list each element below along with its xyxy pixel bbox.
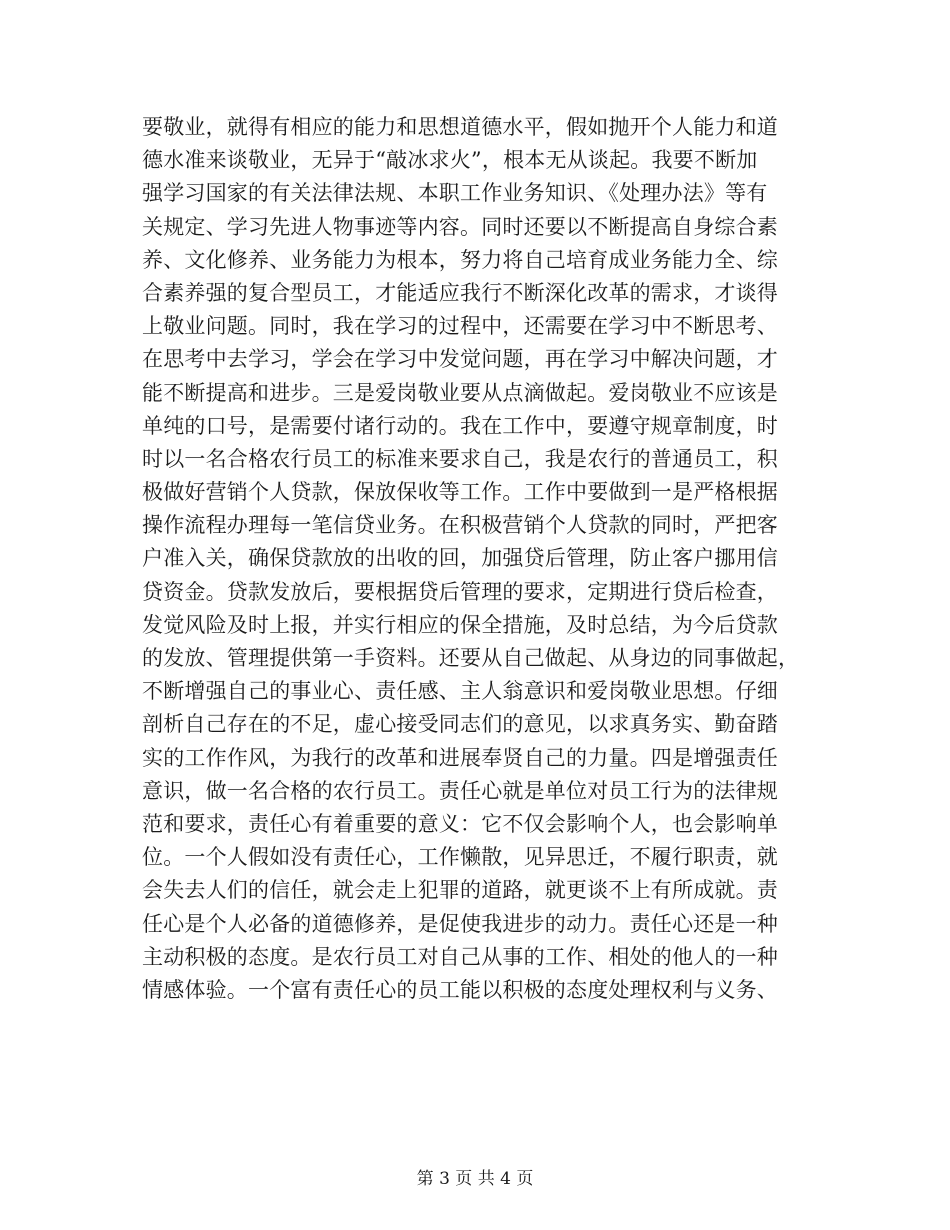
text-line-27: 情感体验。一个富有责任心的员工能以积极的态度处理权利与义务、 [142,977,778,1002]
text-line-8: 在思考中去学习，学会在学习中发觉问题，再在学习中解决问题，才 [142,347,778,372]
text-line-19: 剖析自己存在的不足，虚心接受同志们的意见，以求真务实、勤奋踏 [142,712,778,737]
text-line-18: 不断增强自己的事业心、责任感、主人翁意识和爱岗敬业思想。仔细 [142,679,778,704]
text-line-12: 极做好营销个人贷款，保放保收等工作。工作中要做到一是严格根据 [142,480,778,505]
text-line-16: 发觉风险及时上报，并实行相应的保全措施，及时总结，为今后贷款 [142,612,778,637]
text-line-3: 强学习国家的有关法律法规、本职工作业务知识、《处理办法》等有 [142,181,768,206]
text-line-21: 意识，做一名合格的农行员工。责任心就是单位对员工行为的法律规 [142,778,778,803]
text-line-20: 实的工作作风，为我行的改革和进展奉贤自己的力量。四是增强责任 [142,745,778,770]
text-line-17: 的发放、管理提供第一手资料。还要从自己做起、从身边的同事做起， [142,646,800,670]
text-line-2: 德水准来谈敬业，无异于“敲冰求火”，根本无从谈起。我要不断加 [142,148,758,173]
text-line-13: 操作流程办理每一笔信贷业务。在积极营销个人贷款的同时，严把客 [142,513,778,538]
text-line-6: 合素养强的复合型员工，才能适应我行不断深化改革的需求，才谈得 [142,280,778,305]
page-footer: 第 3 页 共 4 页 [416,1169,534,1189]
text-line-9: 能不断提高和进步。三是爱岗敬业要从点滴做起。爱岗敬业不应该是 [142,380,778,405]
text-line-7: 上敬业问题。同时，我在学习的过程中，还需要在学习中不断思考、 [142,314,778,339]
text-line-26: 主动积极的态度。是农行员工对自己从事的工作、相处的他人的一种 [142,944,778,969]
text-line-25: 任心是个人必备的道德修养，是促使我进步的动力。责任心还是一种 [142,911,778,936]
text-line-15: 贷资金。贷款发放后，要根据贷后管理的要求，定期进行贷后检查， [142,579,778,604]
text-line-10: 单纯的口号，是需要付诸行动的。我在工作中，要遵守规章制度，时 [142,413,778,438]
body-text [142,111,802,1007]
text-line-24: 会失去人们的信任，就会走上犯罪的道路，就更谈不上有所成就。责 [142,878,778,903]
text-line-4: 关规定、学习先进人物事迹等内容。同时还要以不断提高自身综合素 [142,214,778,239]
text-line-23: 位。一个人假如没有责任心，工作懒散，见异思迁，不履行职责，就 [142,845,778,870]
text-line-1: 要敬业，就得有相应的能力和思想道德水平，假如抛开个人能力和道 [142,115,778,139]
text-line-5: 养、文化修养、业务能力为根本，努力将自己培育成业务能力全、综 [142,247,778,272]
text-line-14: 户准入关，确保贷款放的出收的回，加强贷后管理，防止客户挪用信 [142,546,778,571]
text-line-11: 时以一名合格农行员工的标准来要求自己，我是农行的普通员工，积 [142,446,778,471]
text-line-22: 范和要求，责任心有着重要的意义：它不仅会影响个人，也会影响单 [142,811,778,836]
